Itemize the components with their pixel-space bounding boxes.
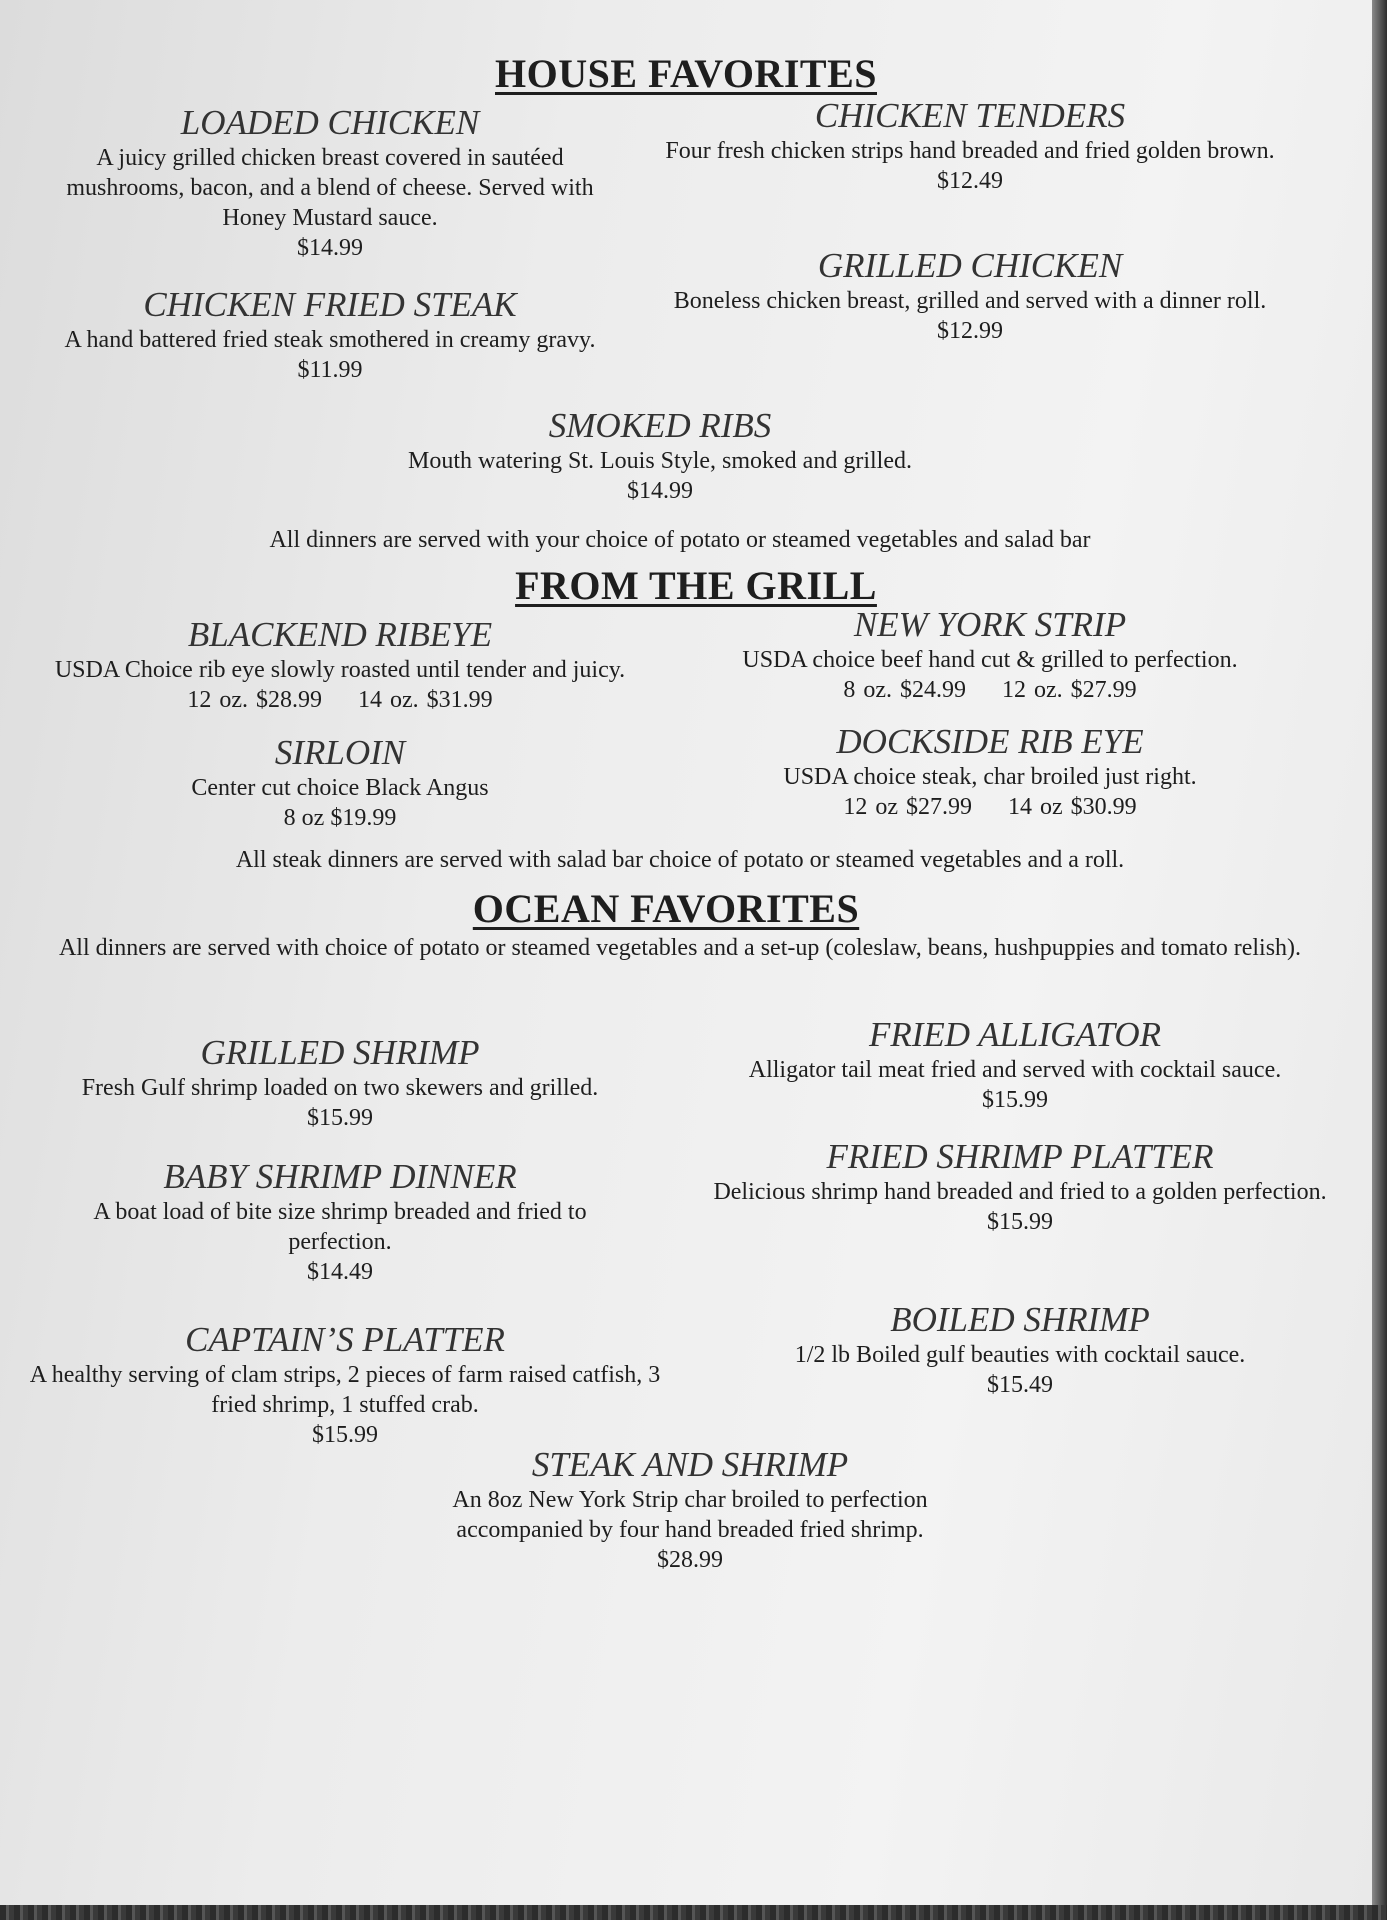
item-price-small: 12 oz $27.99 (843, 794, 972, 821)
item-name: SIRLOIN (274, 733, 406, 772)
item-description: Mouth watering St. Louis Style, smoked and grilled. (408, 448, 912, 475)
item-price: $15.99 (987, 1209, 1053, 1236)
item-price-small: 12 oz. $28.99 (187, 687, 322, 714)
menu-item-loaded-chicken (30, 103, 630, 264)
item-name: CAPTAIN’S PLATTER (185, 1320, 505, 1359)
item-description: Alligator tail meat fried and served with cocktail sauce. (748, 1057, 1282, 1084)
item-price-large: 14 oz $30.99 (1008, 794, 1137, 821)
item-description: Four fresh chicken strips hand breaded and fried golden brown. (665, 138, 1275, 165)
item-description: A hand battered fried steak smothered in creamy gravy. (64, 327, 596, 354)
item-description: A juicy grilled chicken breast covered in sautéed mushrooms, bacon, and a blend of cheese. Served with Honey Mustard sauce. (66, 145, 594, 232)
ocean-favorites-note: All dinners are served with choice of potato or steamed vegetables and a set-up (coleslaw, beans, hushpuppies and tomato relish). (58, 935, 1302, 961)
item-name: STEAK AND SHRIMP (531, 1445, 849, 1484)
item-name: BOILED SHRIMP (890, 1300, 1150, 1339)
item-prices (20, 685, 660, 716)
menu-item-grilled-shrimp (30, 1033, 650, 1134)
menu-item-smoked-ribs (300, 406, 1020, 507)
section-title-house-favorites: HOUSE FAVORITES (495, 51, 877, 96)
item-price: $15.49 (987, 1372, 1053, 1399)
menu-item-boiled-shrimp (720, 1300, 1320, 1401)
menu-item-fried-alligator (690, 1015, 1340, 1116)
item-description: Fresh Gulf shrimp loaded on two skewers and grilled. (81, 1075, 599, 1102)
item-price: $15.99 (307, 1105, 373, 1132)
menu-item-steak-and-shrimp (395, 1445, 985, 1576)
section-title-ocean-favorites: OCEAN FAVORITES (472, 886, 860, 931)
item-description: Center cut choice Black Angus (191, 775, 489, 802)
menu-item-blackend-ribeye (20, 615, 660, 716)
item-price-large: 12 oz. $27.99 (1002, 677, 1137, 704)
item-name: CHICKEN TENDERS (814, 96, 1126, 135)
item-price-large: 14 oz. $31.99 (358, 687, 493, 714)
menu-item-baby-shrimp-dinner (45, 1157, 635, 1288)
item-name: FRIED SHRIMP PLATTER (826, 1137, 1214, 1176)
item-prices (680, 792, 1300, 823)
item-price: $12.49 (937, 168, 1003, 195)
menu-item-chicken-fried-steak (30, 285, 630, 386)
from-the-grill-note: All steak dinners are served with salad bar choice of potato or steamed vegetables and a roll. (235, 847, 1125, 873)
item-price: $11.99 (297, 357, 363, 384)
table-edge-right (1372, 0, 1387, 1920)
menu-item-sirloin (60, 733, 620, 834)
house-favorites-note: All dinners are served with your choice of potato or steamed vegetables and salad bar (269, 527, 1091, 553)
item-name: LOADED CHICKEN (180, 103, 480, 142)
item-description: Delicious shrimp hand breaded and fried to a golden perfection. (713, 1179, 1327, 1206)
item-description: A healthy serving of clam strips, 2 pieces of farm raised catfish, 3 fried shrimp, 1 stuffed crab. (29, 1362, 661, 1419)
menu-item-dockside-rib-eye (680, 722, 1300, 823)
item-price: $15.99 (982, 1087, 1048, 1114)
menu-item-new-york-strip (680, 605, 1300, 706)
item-description: USDA choice beef hand cut & grilled to perfection. (742, 647, 1238, 674)
item-price: $14.99 (627, 478, 693, 505)
item-name: SMOKED RIBS (548, 406, 772, 445)
menu-item-chicken-tenders (665, 96, 1275, 197)
item-description: A boat load of bite size shrimp breaded and fried to perfection. (93, 1199, 587, 1256)
item-description: 1/2 lb Boiled gulf beauties with cocktail sauce. (794, 1342, 1246, 1369)
item-price: 8 oz $19.99 (283, 805, 397, 832)
item-name: DOCKSIDE RIB EYE (836, 722, 1144, 761)
item-price-small: 8 oz. $24.99 (843, 677, 966, 704)
item-price: $14.49 (307, 1259, 373, 1286)
table-edge-bottom (0, 1905, 1387, 1920)
item-name: NEW YORK STRIP (853, 605, 1127, 644)
menu-item-grilled-chicken (665, 246, 1275, 347)
item-price: $14.99 (297, 235, 363, 262)
item-description: An 8oz New York Strip char broiled to perfection accompanied by four hand breaded fried shrimp. (452, 1487, 928, 1544)
menu-item-captains-platter (25, 1320, 665, 1451)
item-name: FRIED ALLIGATOR (869, 1015, 1161, 1054)
item-price: $28.99 (657, 1547, 723, 1574)
item-description: USDA Choice rib eye slowly roasted until tender and juicy. (54, 657, 626, 684)
item-name: BLACKEND RIBEYE (187, 615, 493, 654)
section-title-from-the-grill: FROM THE GRILL (515, 563, 877, 608)
item-price: $12.99 (937, 318, 1003, 345)
item-name: GRILLED SHRIMP (200, 1033, 480, 1072)
item-name: BABY SHRIMP DINNER (163, 1157, 517, 1196)
item-name: CHICKEN FRIED STEAK (143, 285, 517, 324)
item-price: $15.99 (312, 1422, 378, 1449)
item-name: GRILLED CHICKEN (817, 246, 1123, 285)
item-prices (680, 675, 1300, 706)
item-description: Boneless chicken breast, grilled and served with a dinner roll. (673, 288, 1267, 315)
item-description: USDA choice steak, char broiled just right. (783, 764, 1197, 791)
menu-item-fried-shrimp-platter (710, 1137, 1330, 1238)
